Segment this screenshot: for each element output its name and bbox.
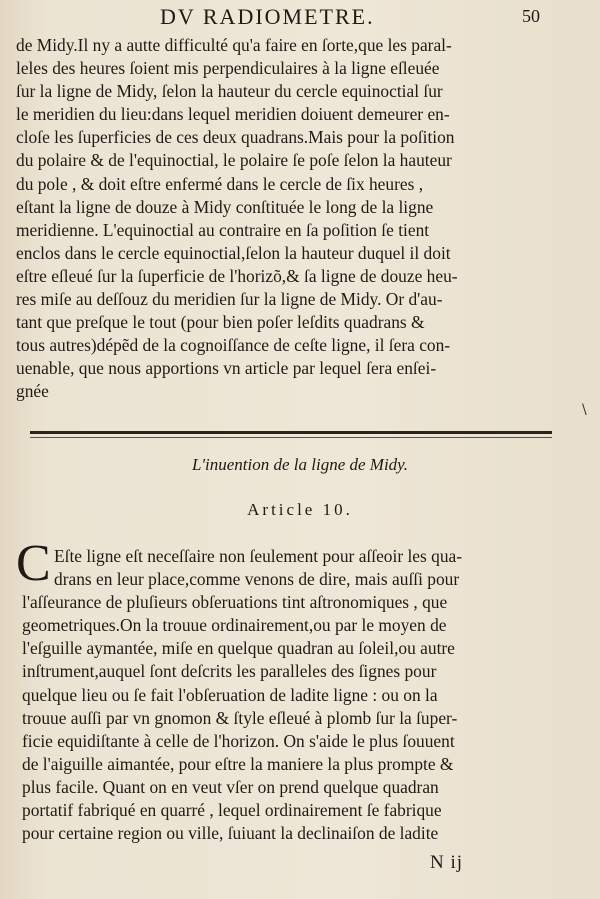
drop-cap: C — [16, 535, 51, 592]
text-line: le meridien du lieu:dans lequel meridien doiuent demeurer en- — [16, 104, 450, 125]
page-header — [0, 4, 600, 30]
text-line: du pole , & doit eſtre enfermé dans le cercle de ſix heures , — [16, 173, 424, 194]
text-line: inſtrument,auquel ſont deſcrits les paralleles des ſignes pour — [22, 661, 437, 682]
text-line: de Midy.Il ny a autte difficulté qu'a faire en ſorte,que les paral- — [16, 35, 452, 55]
text-line: du polaire & de l'equinoctial, le polaire ſe poſe ſelon la hauteur — [16, 150, 452, 171]
text-line: de l'aiguille aimantée, pour eſtre la maniere la plus prompte & — [22, 753, 454, 774]
text-line: eſtant la ligne de douze à Midy conſtituée le long de la ligne — [16, 196, 434, 217]
paragraph-1 — [16, 34, 556, 404]
section-divider — [30, 431, 552, 434]
text-line: l'eſguille aymantée, miſe en quelque quadran au ſoleil,ou autre — [22, 638, 455, 659]
text-line: uenable, que nous apportions vn article par lequel ſera enſei- — [16, 358, 437, 379]
text-line: enclos dans le cercle equinoctial,ſelon la hauteur duquel il doit — [16, 242, 451, 263]
text-line: geometriques.On la trouue ordinairement,ou par le moyen de — [22, 615, 447, 636]
text-line: tant que preſque le tout (pour bien poſer leſdits quadrans & — [16, 312, 425, 333]
text-line: pour certaine region ou ville, ſuiuant la declinaiſon de ladite — [22, 823, 439, 844]
text-line: leles des heures ſoient mis perpendiculaires à la ligne eſleuée — [16, 58, 440, 79]
text-line: ſur la ligne de Midy, ſelon la hauteur du cercle equinoctial ſur — [16, 81, 443, 102]
text-line: l'aſſeurance de pluſieurs obſeruations tint aſtronomiques , que — [22, 592, 448, 613]
text-line: quelque lieu ou ſe fait l'obſeruation de ladite ligne : ou on la — [22, 684, 438, 705]
text-line: tous autres)dépẽd de la cognoiſſance de ceſte ligne, il ſera con- — [16, 335, 451, 356]
text-line: res miſe au deſſouz du meridien ſur la ligne de Midy. Or d'au- — [16, 289, 443, 310]
text-line: cloſe les ſuperficies de ces deux quadrans.Mais pour la poſition — [16, 127, 455, 148]
running-title: DV RADIOMETRE. — [160, 4, 375, 29]
page-number: 50 — [522, 6, 540, 26]
paragraph-2 — [22, 545, 562, 845]
section-title: L'inuention de la ligne de Midy. — [191, 455, 409, 474]
text-line: portatif fabriqué en quarré , lequel ordinairement ſe fabrique — [22, 800, 442, 821]
text-line: Eſte ligne eſt neceſſaire non ſeulement pour aſſeoir les qua- — [54, 546, 463, 566]
article-label: Article 10. — [247, 500, 353, 519]
text-line: trouue auſſi par vn gnomon & ſtyle eſleué à plomb ſur la ſuper- — [22, 707, 458, 728]
text-line: ficie equidiſtante à celle de l'horizon. On s'aide le plus ſouuent — [22, 730, 455, 751]
signature-mark: N ij — [430, 852, 464, 873]
text-line: meridienne. L'equinoctial au contraire en ſa poſition ſe tient — [16, 219, 430, 240]
text-line: drans en leur place,comme venons de dire, mais auſſi pour — [54, 569, 460, 590]
text-line: plus facile. Quant on en veut vſer on prend quelque quadran — [22, 776, 439, 797]
text-line: gnée — [16, 381, 49, 402]
margin-mark: \ — [582, 402, 587, 418]
text-line: eſtre eſleué ſur la ſuperficie de l'horizõ,& ſa ligne de douze heu- — [16, 265, 458, 286]
